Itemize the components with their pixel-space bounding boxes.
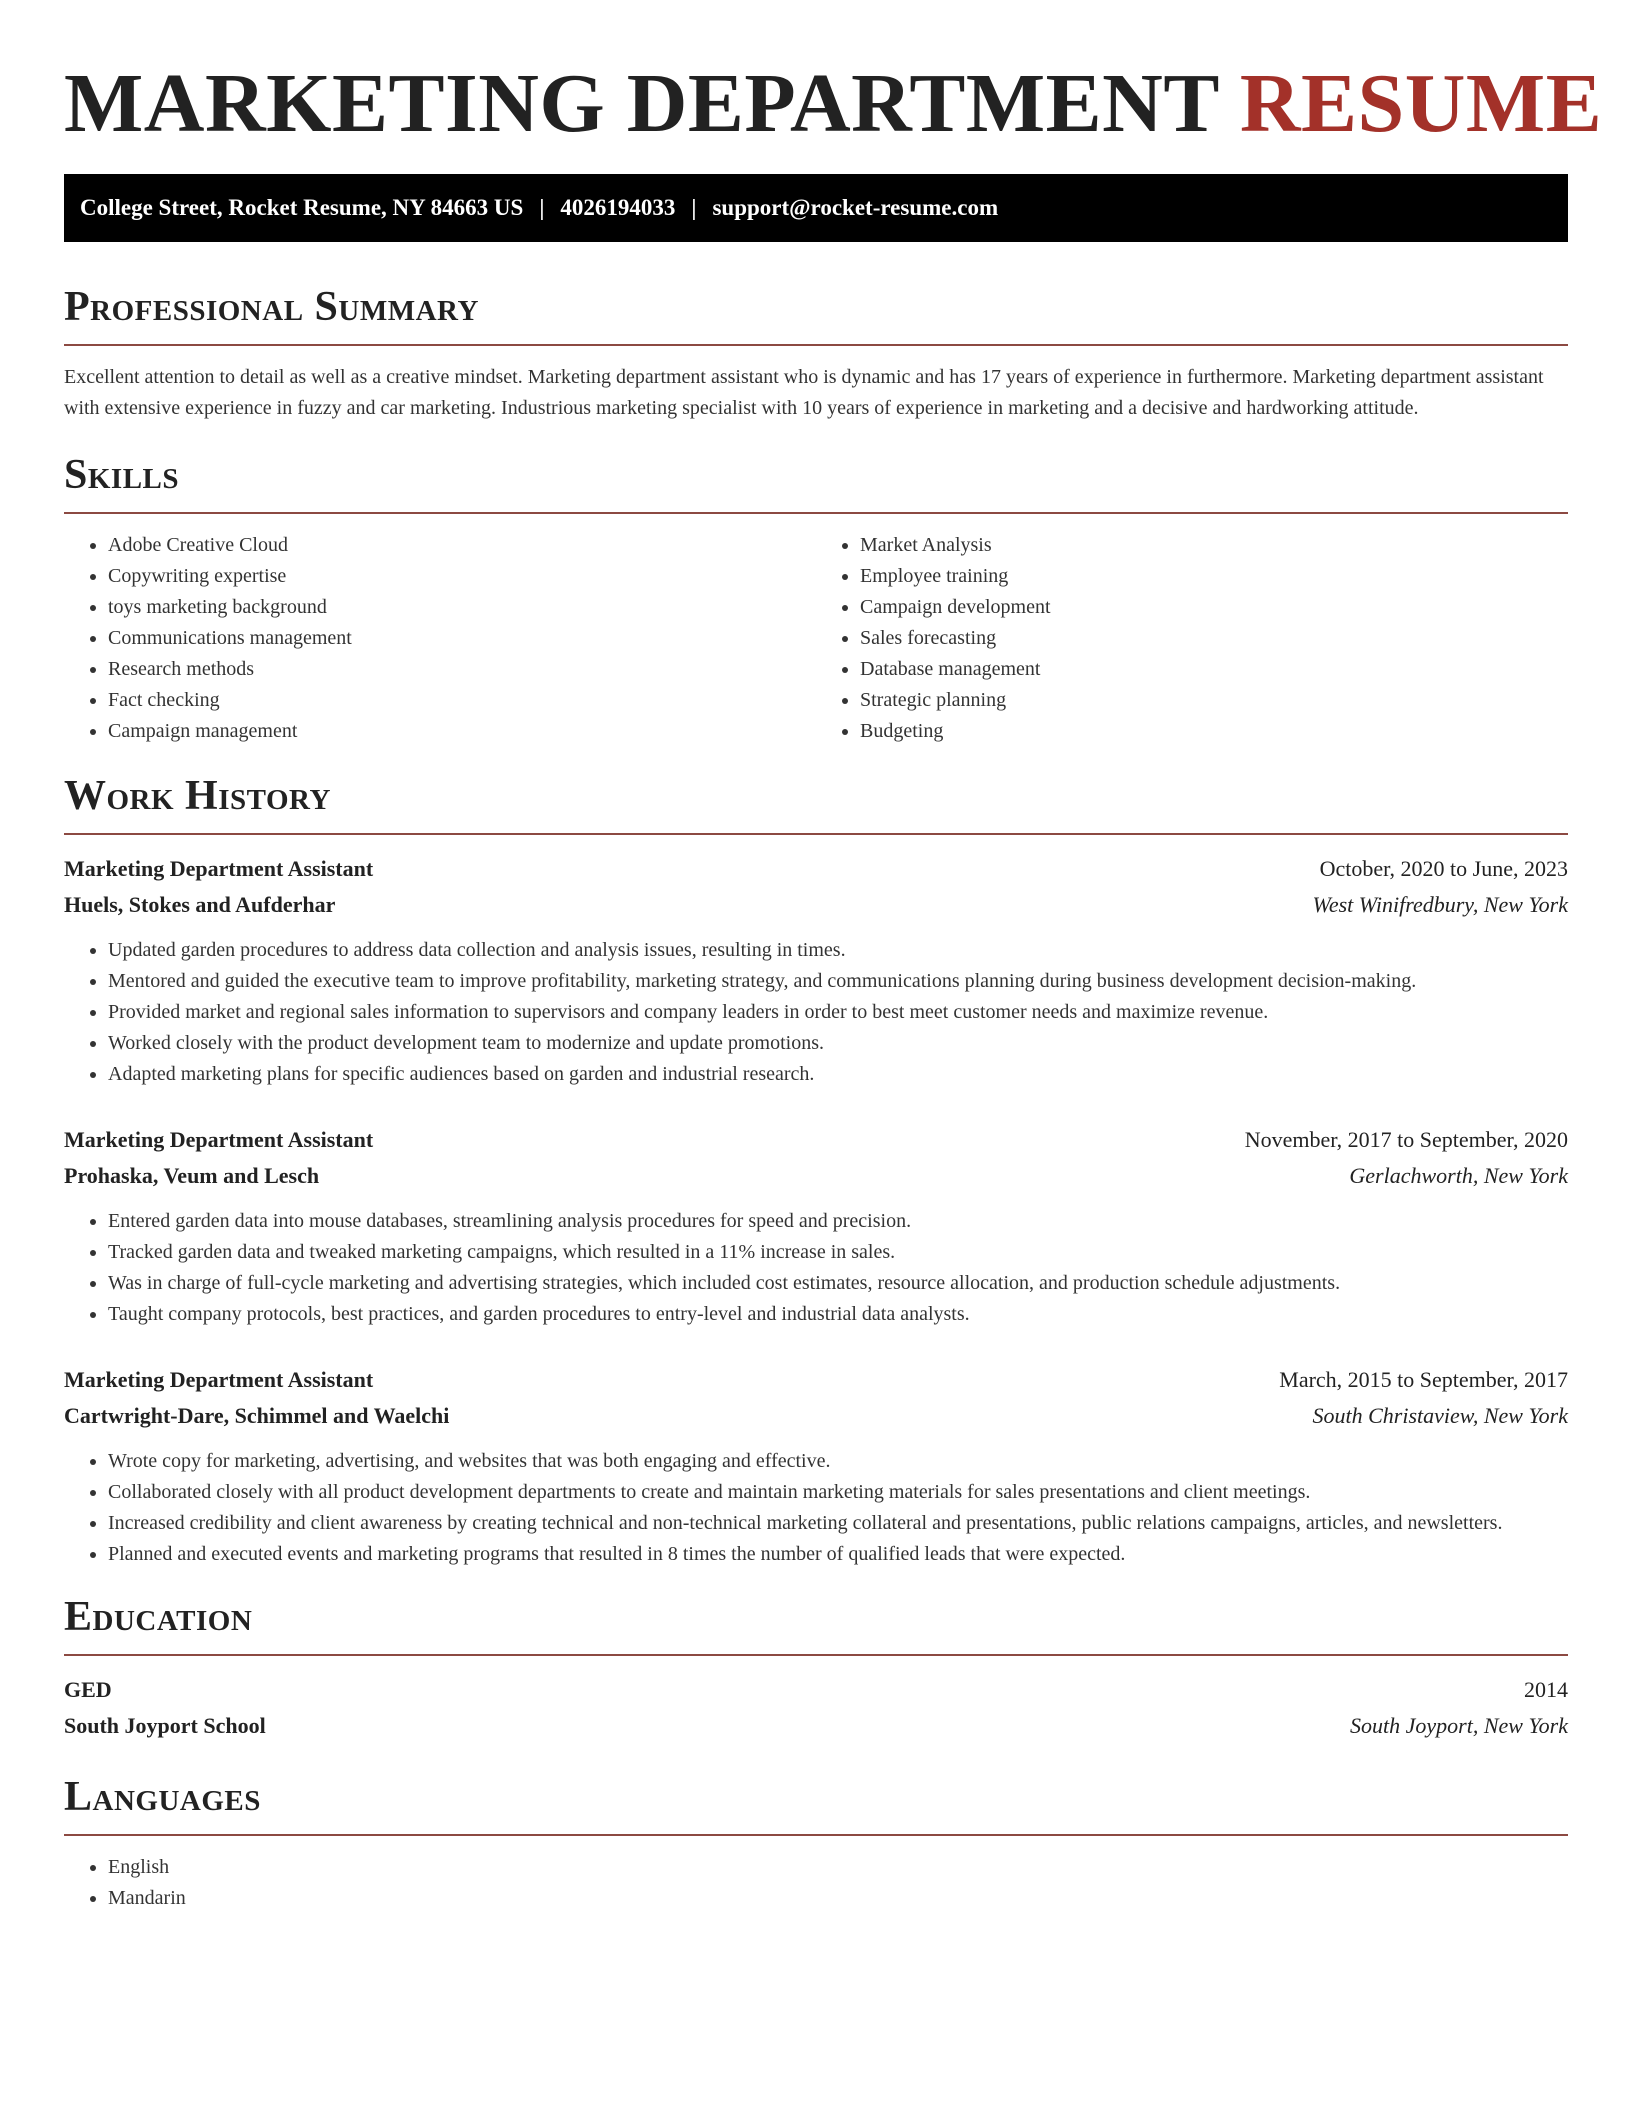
skills-list-left: [64, 530, 816, 747]
section-heading-summary: Professional Summary: [64, 284, 479, 330]
skill-item: • Budgeting: [860, 716, 1568, 747]
job-location: Gerlachworth, New York: [1349, 1163, 1568, 1188]
job-bullet: • Was in charge of full-cycle marketing and advertising strategies, which included cost estimates, resource allocation, and production schedule adjustments.: [108, 1268, 1568, 1299]
job-bullet: • Adapted marketing plans for specific audiences based on garden and industrial research.: [108, 1059, 1568, 1090]
language-item: • English: [108, 1852, 1568, 1883]
education-year: 2014: [1524, 1677, 1568, 1702]
job-bullets: [64, 1206, 1568, 1330]
resume-title: [64, 0, 1603, 150]
job-company: Prohaska, Veum and Lesch: [64, 1163, 320, 1188]
job-header-row: [64, 1362, 1568, 1398]
skills-section: [64, 450, 1568, 747]
job-bullet: • Entered garden data into mouse databases, streamlining analysis procedures for speed and precision.: [108, 1206, 1568, 1237]
job-bullets: [64, 1446, 1568, 1570]
skill-item: • Copywriting expertise: [108, 561, 816, 592]
languages-list: [64, 1852, 1568, 1914]
language-item: • Mandarin: [108, 1883, 1568, 1914]
education-section: [64, 1592, 1568, 1744]
job-title: Marketing Department Assistant: [64, 1367, 374, 1392]
skills-columns: [64, 530, 1568, 747]
job-title: Marketing Department Assistant: [64, 1127, 374, 1152]
job-location: West Winifredbury, New York: [1312, 892, 1568, 917]
skill-item: • Database management: [860, 654, 1568, 685]
education-location: South Joyport, New York: [1350, 1713, 1568, 1738]
education-entry: [64, 1672, 1568, 1744]
job-location: South Christaview, New York: [1312, 1403, 1568, 1428]
job-company: Huels, Stokes and Aufderhar: [64, 892, 336, 917]
contact-bar: [64, 174, 1568, 242]
contact-address: College Street, Rocket Resume, NY 84663 US: [80, 195, 524, 220]
resume-title-accent: RESUME: [1239, 57, 1603, 150]
job-bullet: • Increased credibility and client awareness by creating technical and non-technical marketing collateral and presentations, public relations campaigns, articles, and newsletters.: [108, 1508, 1568, 1539]
section-divider: [64, 1834, 1568, 1836]
contact-separator: |: [691, 195, 697, 220]
skill-item: • toys marketing background: [108, 592, 816, 623]
job-dates: March, 2015 to September, 2017: [1279, 1367, 1568, 1392]
job-bullet: • Worked closely with the product development team to modernize and update promotions.: [108, 1028, 1568, 1059]
job-dates: October, 2020 to June, 2023: [1319, 856, 1568, 881]
job-company-row: [64, 887, 1568, 923]
section-divider: [64, 344, 1568, 346]
job-bullet: • Provided market and regional sales information to supervisors and company leaders in order to best meet customer needs and maximize revenue.: [108, 997, 1568, 1028]
section-heading-skills: Skills: [64, 452, 180, 498]
section-heading-languages: Languages: [64, 1774, 261, 1820]
job-bullets: [64, 935, 1568, 1090]
section-divider: [64, 1654, 1568, 1656]
section-heading-work-history: Work History: [64, 773, 331, 819]
education-school: South Joyport School: [64, 1713, 266, 1738]
resume-title-main: MARKETING DEPARTMENT: [64, 57, 1219, 150]
job-entry: [64, 1122, 1568, 1330]
education-school-row: [64, 1708, 1568, 1744]
job-bullet: • Taught company protocols, best practices, and garden procedures to entry-level and industrial data analysts.: [108, 1299, 1568, 1330]
contact-email: support@rocket-resume.com: [712, 195, 999, 220]
skill-item: • Employee training: [860, 561, 1568, 592]
languages-section: [64, 1772, 1568, 1914]
job-bullet: • Collaborated closely with all product development departments to create and maintain marketing materials for sales presentations and client meetings.: [108, 1477, 1568, 1508]
work-history-section: [64, 771, 1568, 1570]
job-company: Cartwright-Dare, Schimmel and Waelchi: [64, 1403, 450, 1428]
skill-item: • Strategic planning: [860, 685, 1568, 716]
education-header-row: [64, 1672, 1568, 1708]
skills-list-right: [816, 530, 1568, 747]
job-bullet: • Planned and executed events and marketing programs that resulted in 8 times the number of qualified leads that were expected.: [108, 1539, 1568, 1570]
skill-item: • Fact checking: [108, 685, 816, 716]
job-bullet: • Updated garden procedures to address data collection and analysis issues, resulting in times.: [108, 935, 1568, 966]
job-bullet: • Tracked garden data and tweaked marketing campaigns, which resulted in a 11% increase in sales.: [108, 1237, 1568, 1268]
section-heading-education: Education: [64, 1594, 253, 1640]
skill-item: • Sales forecasting: [860, 623, 1568, 654]
job-header-row: [64, 851, 1568, 887]
skill-item: • Campaign development: [860, 592, 1568, 623]
resume-page: [64, 0, 1603, 1914]
job-company-row: [64, 1158, 1568, 1194]
contact-phone: 4026194033: [560, 195, 676, 220]
job-bullet: • Mentored and guided the executive team to improve profitability, marketing strategy, and communications planning during business development decision-making.: [108, 966, 1568, 997]
skill-item: • Adobe Creative Cloud: [108, 530, 816, 561]
summary-text: Excellent attention to detail as well as a creative mindset. Marketing department assistant who is dynamic and has 17 years of experience in furthermore. Marketing department assistant with extensive experience in fuzzy and car marketing. Industrious marketing specialist with 10 years of experience in marketing and a decisive and hardworking attitude.: [64, 366, 1544, 419]
section-divider: [64, 512, 1568, 514]
section-divider: [64, 833, 1568, 835]
skill-item: • Research methods: [108, 654, 816, 685]
education-degree: GED: [64, 1677, 112, 1702]
contact-separator: |: [539, 195, 545, 220]
job-entry: [64, 851, 1568, 1090]
skill-item: • Campaign management: [108, 716, 816, 747]
job-entry: [64, 1362, 1568, 1570]
job-company-row: [64, 1398, 1568, 1434]
job-header-row: [64, 1122, 1568, 1158]
skill-item: • Market Analysis: [860, 530, 1568, 561]
skill-item: • Communications management: [108, 623, 816, 654]
job-title: Marketing Department Assistant: [64, 856, 374, 881]
summary-section: [64, 282, 1568, 424]
job-dates: November, 2017 to September, 2020: [1244, 1127, 1568, 1152]
job-bullet: • Wrote copy for marketing, advertising, and websites that was both engaging and effective.: [108, 1446, 1568, 1477]
